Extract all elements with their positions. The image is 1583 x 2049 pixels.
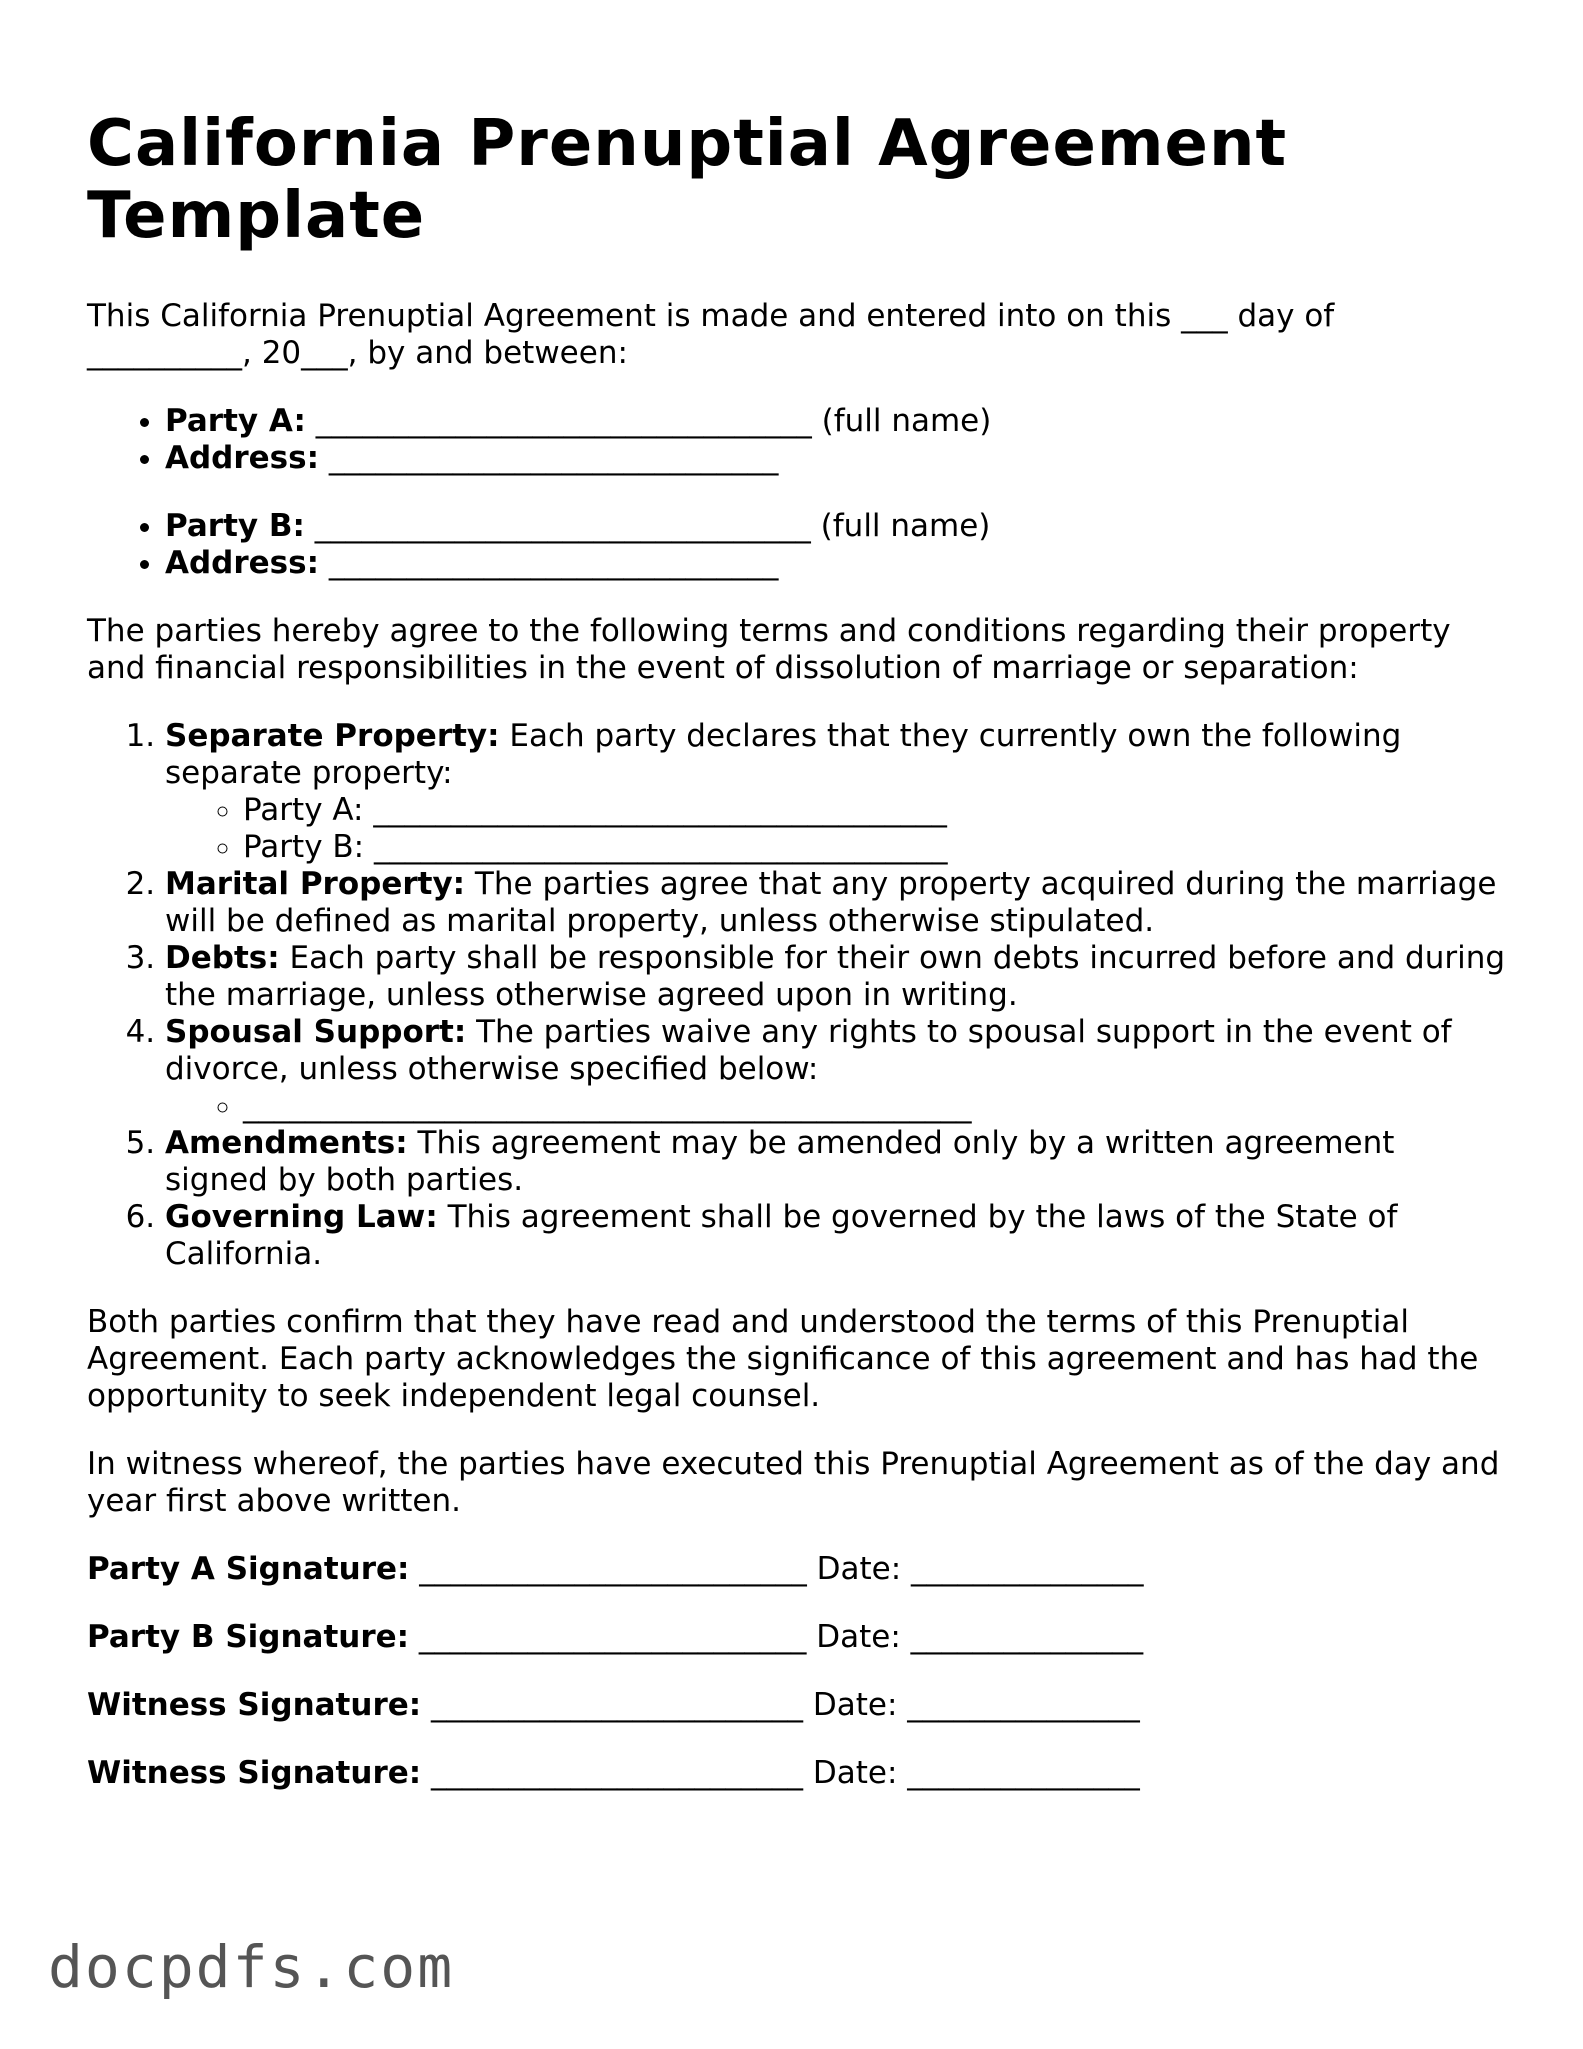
term-item — [165, 1199, 1507, 1273]
signature-row-party-b — [87, 1619, 1507, 1656]
term-text: This agreement may be amended only by a written agreement signed by both parties. — [165, 1125, 1395, 1198]
terms-list — [87, 718, 1507, 1273]
party-a-label: Party A: — [165, 403, 306, 439]
term-heading: Separate Property: — [165, 718, 500, 754]
intro-paragraph: This California Prenuptial Agreement is made and entered into on this ___ day of __________, 20___, by and between: — [87, 298, 1335, 371]
party-a-item — [165, 403, 1507, 440]
term-heading: Marital Property: — [165, 866, 466, 902]
term-item — [165, 718, 1507, 866]
term-text: Each party shall be responsible for their own debts incurred before and during the marriage, unless otherwise agreed upon in writing. — [165, 940, 1506, 1013]
party-b-address-field: _____________________________ — [319, 545, 779, 581]
page-title: California Prenuptial Agreement Template — [87, 107, 1288, 253]
signature-label: Party B Signature: — [87, 1619, 410, 1655]
party-b-name-field: ________________________________ (full name) — [304, 508, 991, 544]
signature-row-party-a — [87, 1551, 1507, 1588]
party-a-address-field: _____________________________ — [319, 440, 779, 476]
watermark: docpdfs.com — [48, 1933, 455, 2001]
term-sub-list — [165, 1088, 1507, 1125]
signature-label: Witness Signature: — [87, 1687, 422, 1723]
party-a-list — [87, 403, 1507, 477]
party-a-address-item — [165, 440, 1507, 477]
term-heading: Spousal Support: — [165, 1014, 467, 1050]
signature-field: _________________________ Date: _______________ — [409, 1551, 1144, 1587]
document-page — [87, 108, 1507, 1823]
confirm-paragraph: Both parties confirm that they have read and understood the terms of this Prenuptial Agreement. Each party acknowledges the significance of this agreement and has had the opportunity to seek independent legal counsel. — [87, 1304, 1479, 1414]
term-item — [165, 940, 1507, 1014]
term-text: Each party declares that they currently own the following separate property: — [165, 718, 1402, 791]
signature-field: ________________________ Date: _______________ — [421, 1687, 1140, 1723]
party-b-list — [87, 508, 1507, 582]
signature-label: Witness Signature: — [87, 1755, 422, 1791]
term-sub-list — [165, 792, 1507, 866]
term-text: This agreement shall be governed by the laws of the State of California. — [165, 1199, 1398, 1272]
signature-field: ________________________ Date: _______________ — [421, 1755, 1140, 1791]
term-item — [165, 1125, 1507, 1199]
term-heading: Amendments: — [165, 1125, 408, 1161]
term-item — [165, 866, 1507, 940]
term-heading: Governing Law: — [165, 1199, 438, 1235]
signature-field: _________________________ Date: _______________ — [409, 1619, 1144, 1655]
term-heading: Debts: — [165, 940, 280, 976]
signature-label: Party A Signature: — [87, 1551, 410, 1587]
party-a-address-label: Address: — [165, 440, 319, 476]
witness-statement: In witness whereof, the parties have executed this Prenuptial Agreement as of the day and year first above written. — [87, 1446, 1500, 1519]
party-b-label: Party B: — [165, 508, 305, 544]
term-sub-item: ◦ Party B: _____________________________________ — [243, 829, 1507, 866]
party-a-name-field: ________________________________ (full name) — [305, 403, 992, 439]
term-sub-item: ◦ Party A: _____________________________________ — [243, 792, 1507, 829]
party-b-address-label: Address: — [165, 545, 319, 581]
term-text: The parties waive any rights to spousal support in the event of divorce, unless otherwise specified below: — [165, 1014, 1452, 1087]
signature-row-witness-2 — [87, 1755, 1507, 1792]
term-item — [165, 1014, 1507, 1125]
terms-intro-paragraph: The parties hereby agree to the following terms and conditions regarding their property and financial responsibilities in the event of dissolution of marriage or separation: — [87, 613, 1451, 686]
signature-row-witness-1 — [87, 1687, 1507, 1724]
party-b-item — [165, 508, 1507, 545]
party-b-address-item — [165, 545, 1507, 582]
term-text: The parties agree that any property acquired during the marriage will be defined as marital property, unless otherwise stipulated. — [165, 866, 1497, 939]
term-sub-item: ◦ _______________________________________________ — [243, 1088, 1507, 1125]
